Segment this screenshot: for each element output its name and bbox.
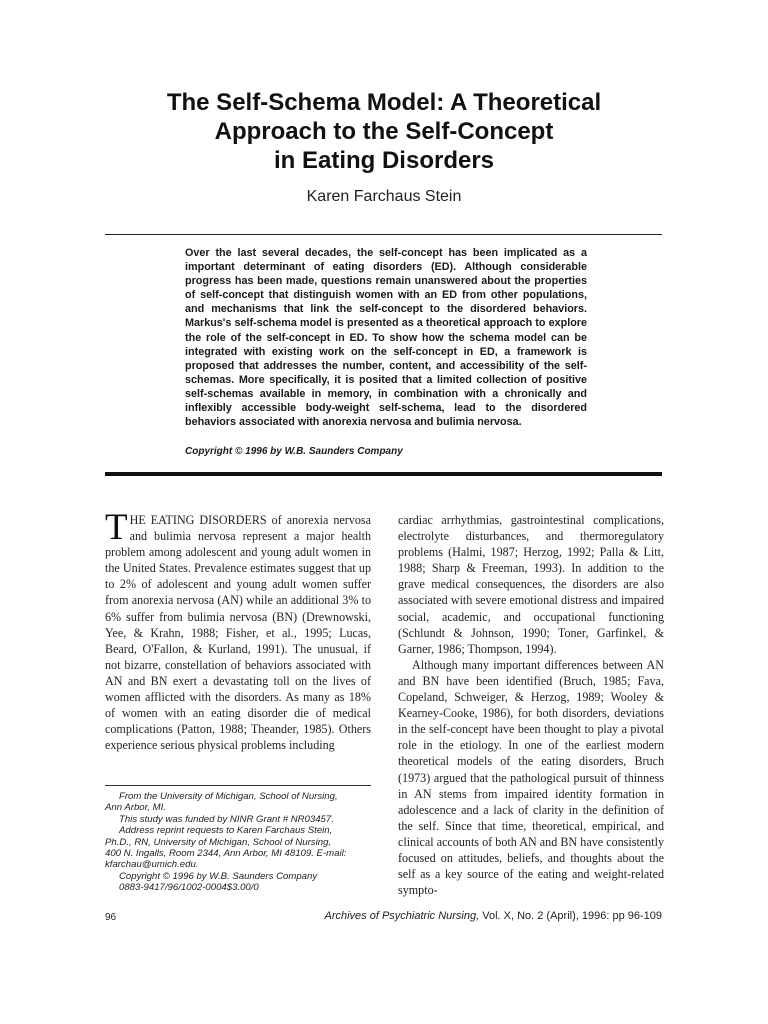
footnote-divider: [105, 785, 371, 786]
journal-name: Archives of Psychiatric Nursing,: [324, 910, 480, 922]
right-paragraph-1: cardiac arrhythmias, gastrointestinal complications, electrolyte disturbances, and thermoregulatory problems (Halmi, 1987; Herzog, 1992; Palla & Litt, 1988; Sharp & Freeman, 1993). In addition to the grave medical consequences, the disorders are also associated with severe emotional distress and impaired social, academic, and occupational functioning (Schlundt & Johnson, 1990; Toner, Garfinkel, & Garner, 1986; Thompson, 1994).: [398, 513, 664, 656]
title-line-2: Approach to the Self-Concept: [214, 118, 554, 145]
journal-details: Vol. X, No. 2 (April), 1996: pp 96-109: [479, 910, 662, 922]
footnote-line: Copyright © 1996 by W.B. Saunders Company: [119, 870, 318, 882]
intro-text: HE EATING DISORDERS of anorexia nervosa and bulimia nervosa represent a major health problem among adolescent and young adult women in the United States. Prevalence estimates suggest that up to 2% of adolescent and young adult women suffer from anorexia nervosa (AN) while an additional 3% to 6% suffer from bulimia nervosa (BN) (Drewnowski, Yee, & Krahn, 1988; Fisher, et al., 1995; Lucas, Beard, O'Fallon, & Kurland, 1991). The unusual, if not bizarre, constellation of behaviors associated with AN and BN exert a devastating toll on the lives of women afflicted with the disorders. As many as 18% of women with an eating disorder die of medical complications (Patton, 1988; Theander, 1985). Others experience serious physical problems including: [105, 513, 371, 753]
footnote-line: Address reprint requests to Karen Farchaus Stein,: [119, 825, 333, 837]
article-title: [60, 88, 708, 175]
footnote-line: This study was funded by NINR Grant # NR03457.: [119, 813, 334, 825]
right-column: [398, 512, 664, 898]
footnote-line: kfarchau@umich.edu.: [105, 859, 199, 871]
footnote-line: From the University of Michigan, School of Nursing,: [119, 791, 338, 802]
footnote-line: 0883-9417/96/1002-0004$3.00/0: [119, 882, 259, 894]
header-divider: [105, 234, 662, 235]
title-line-3: in Eating Disorders: [273, 147, 495, 174]
footnote-line: Ph.D., RN, University of Michigan, School of Nursing,: [105, 836, 332, 848]
drop-cap: T: [105, 507, 128, 548]
abstract: Over the last several decades, the self-concept has been implicated as a important determinant of eating disorders (ED). Although considerable progress has been made, questions remain unanswered about the properties of self-concept that distinguish women with an ED from other populations, and mechanisms that link the self-concept to the disordered behaviors. Markus's self-schema model is presented as a theoretical approach to explore the role of the self-concept in ED. To show how the schema model can be integrated with existing work on the self-concept in ED, a framework is proposed that addresses the number, content, and accessibility of the self-schemas. More specifically, it is posited that a limited collection of positive self-schemas available in memory, in combination with a chronically and inflexibly accessible body-weight self-schema, lead to the disordered behaviors associated with anorexia nervosa and bulimia nervosa.: [185, 247, 587, 429]
footnote-line: 400 N. Ingalls, Room 2344, Ann Arbor, MI 48109. E-mail:: [105, 848, 347, 860]
journal-citation: [325, 910, 663, 922]
author-name: Karen Farchaus Stein: [306, 188, 462, 205]
intro-paragraph: [105, 507, 371, 753]
footnote: [105, 791, 373, 894]
title-line-1: The Self-Schema Model: A Theoretical: [166, 89, 602, 116]
footnote-line: Ann Arbor, MI.: [105, 802, 166, 814]
right-paragraph-2: Although many important differences between AN and BN have been identified (Bruch, 1985; Fava, Copeland, Schweiger, & Herzog, 1989; Wooley & Kearney-Cooke, 1986), for both disorders, deviations in the self-concept have been thought to play a pivotal role in the etiology. In one of the earliest modern theoretical models of the eating disorders, Bruch (1973) argued that the pathological pursuit of thinness in AN stems from impaired identity formation in adolescence and a lack of clarity in the definition of the self. Since that time, theoretical, empirical, and clinical accounts of both AN and BN have consistently focused on attitudes, beliefs, and thoughts about the self as a key source of the eating and weight-related sympto-: [398, 657, 664, 898]
page-number: 96: [105, 912, 117, 923]
left-column: [105, 507, 371, 753]
abstract-divider: [105, 472, 662, 476]
abstract-copyright: Copyright © 1996 by W.B. Saunders Company: [185, 446, 403, 457]
